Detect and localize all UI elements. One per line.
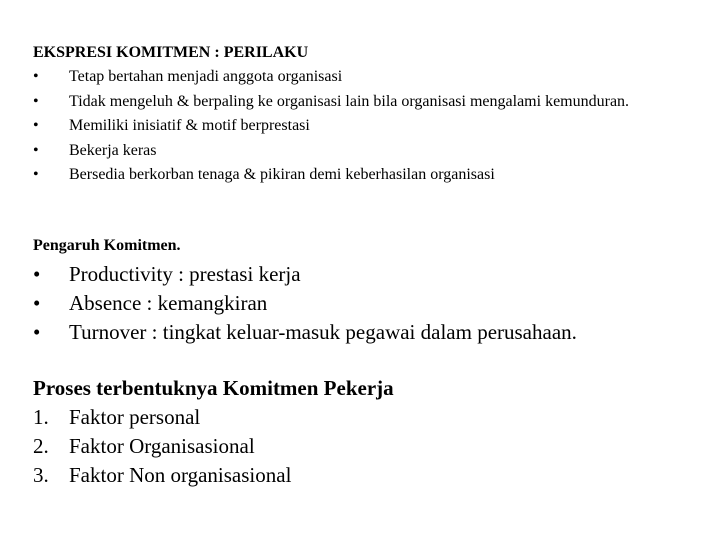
section-title-proses: Proses terbentuknya Komitmen Pekerja: [33, 376, 394, 400]
list-item-text: Faktor Organisasional: [69, 434, 255, 458]
bullet-icon: •: [33, 291, 41, 315]
section-title-pengaruh: Pengaruh Komitmen.: [33, 237, 181, 254]
list-item-text: Bersedia berkorban tenaga & pikiran demi keberhasilan organisasi: [69, 166, 495, 183]
list-item: [33, 403, 693, 432]
list-item-text: Productivity : prestasi kerja: [69, 262, 301, 286]
list-item: [33, 289, 693, 318]
list-item: [33, 260, 693, 289]
section-ekspresi-komitmen: [33, 41, 693, 188]
list-number: 2.: [33, 434, 49, 458]
slide-content: [33, 41, 693, 487]
list-item-text: Absence : kemangkiran: [69, 291, 268, 315]
list-item: [33, 318, 693, 347]
bullet-icon: •: [33, 68, 39, 85]
list-item-text: Faktor personal: [69, 405, 201, 429]
bullet-icon: •: [33, 141, 39, 159]
bullet-icon: •: [33, 117, 39, 134]
section-proses-komitmen: [33, 374, 693, 490]
section-title-ekspresi: EKSPRESI KOMITMEN : PERILAKU: [33, 44, 309, 61]
proses-list: [33, 403, 693, 490]
list-item-text: Faktor Non organisasional: [69, 463, 292, 487]
list-item: [33, 114, 693, 139]
pengaruh-list: [33, 260, 693, 347]
list-item-text: Memiliki inisiatif & motif berprestasi: [69, 117, 310, 134]
bullet-icon: •: [33, 262, 41, 286]
list-item: [33, 163, 693, 188]
bullet-icon: •: [33, 92, 39, 110]
list-item: [33, 65, 693, 90]
ekspresi-list: [33, 65, 693, 188]
list-item: [33, 461, 693, 490]
list-item: [33, 139, 693, 164]
list-item-text: Tetap bertahan menjadi anggota organisasi: [69, 68, 343, 85]
list-item: [33, 90, 693, 115]
bullet-icon: •: [33, 320, 41, 344]
bullet-icon: •: [33, 166, 39, 183]
list-item-text: Bekerja keras: [69, 141, 157, 159]
list-number: 3.: [33, 463, 49, 487]
list-item: [33, 432, 693, 461]
list-item-text: Tidak mengeluh & berpaling ke organisasi lain bila organisasi mengalami kemunduran.: [69, 92, 630, 110]
list-number: 1.: [33, 405, 49, 429]
list-item-text: Turnover : tingkat keluar-masuk pegawai dalam perusahaan.: [69, 320, 577, 344]
